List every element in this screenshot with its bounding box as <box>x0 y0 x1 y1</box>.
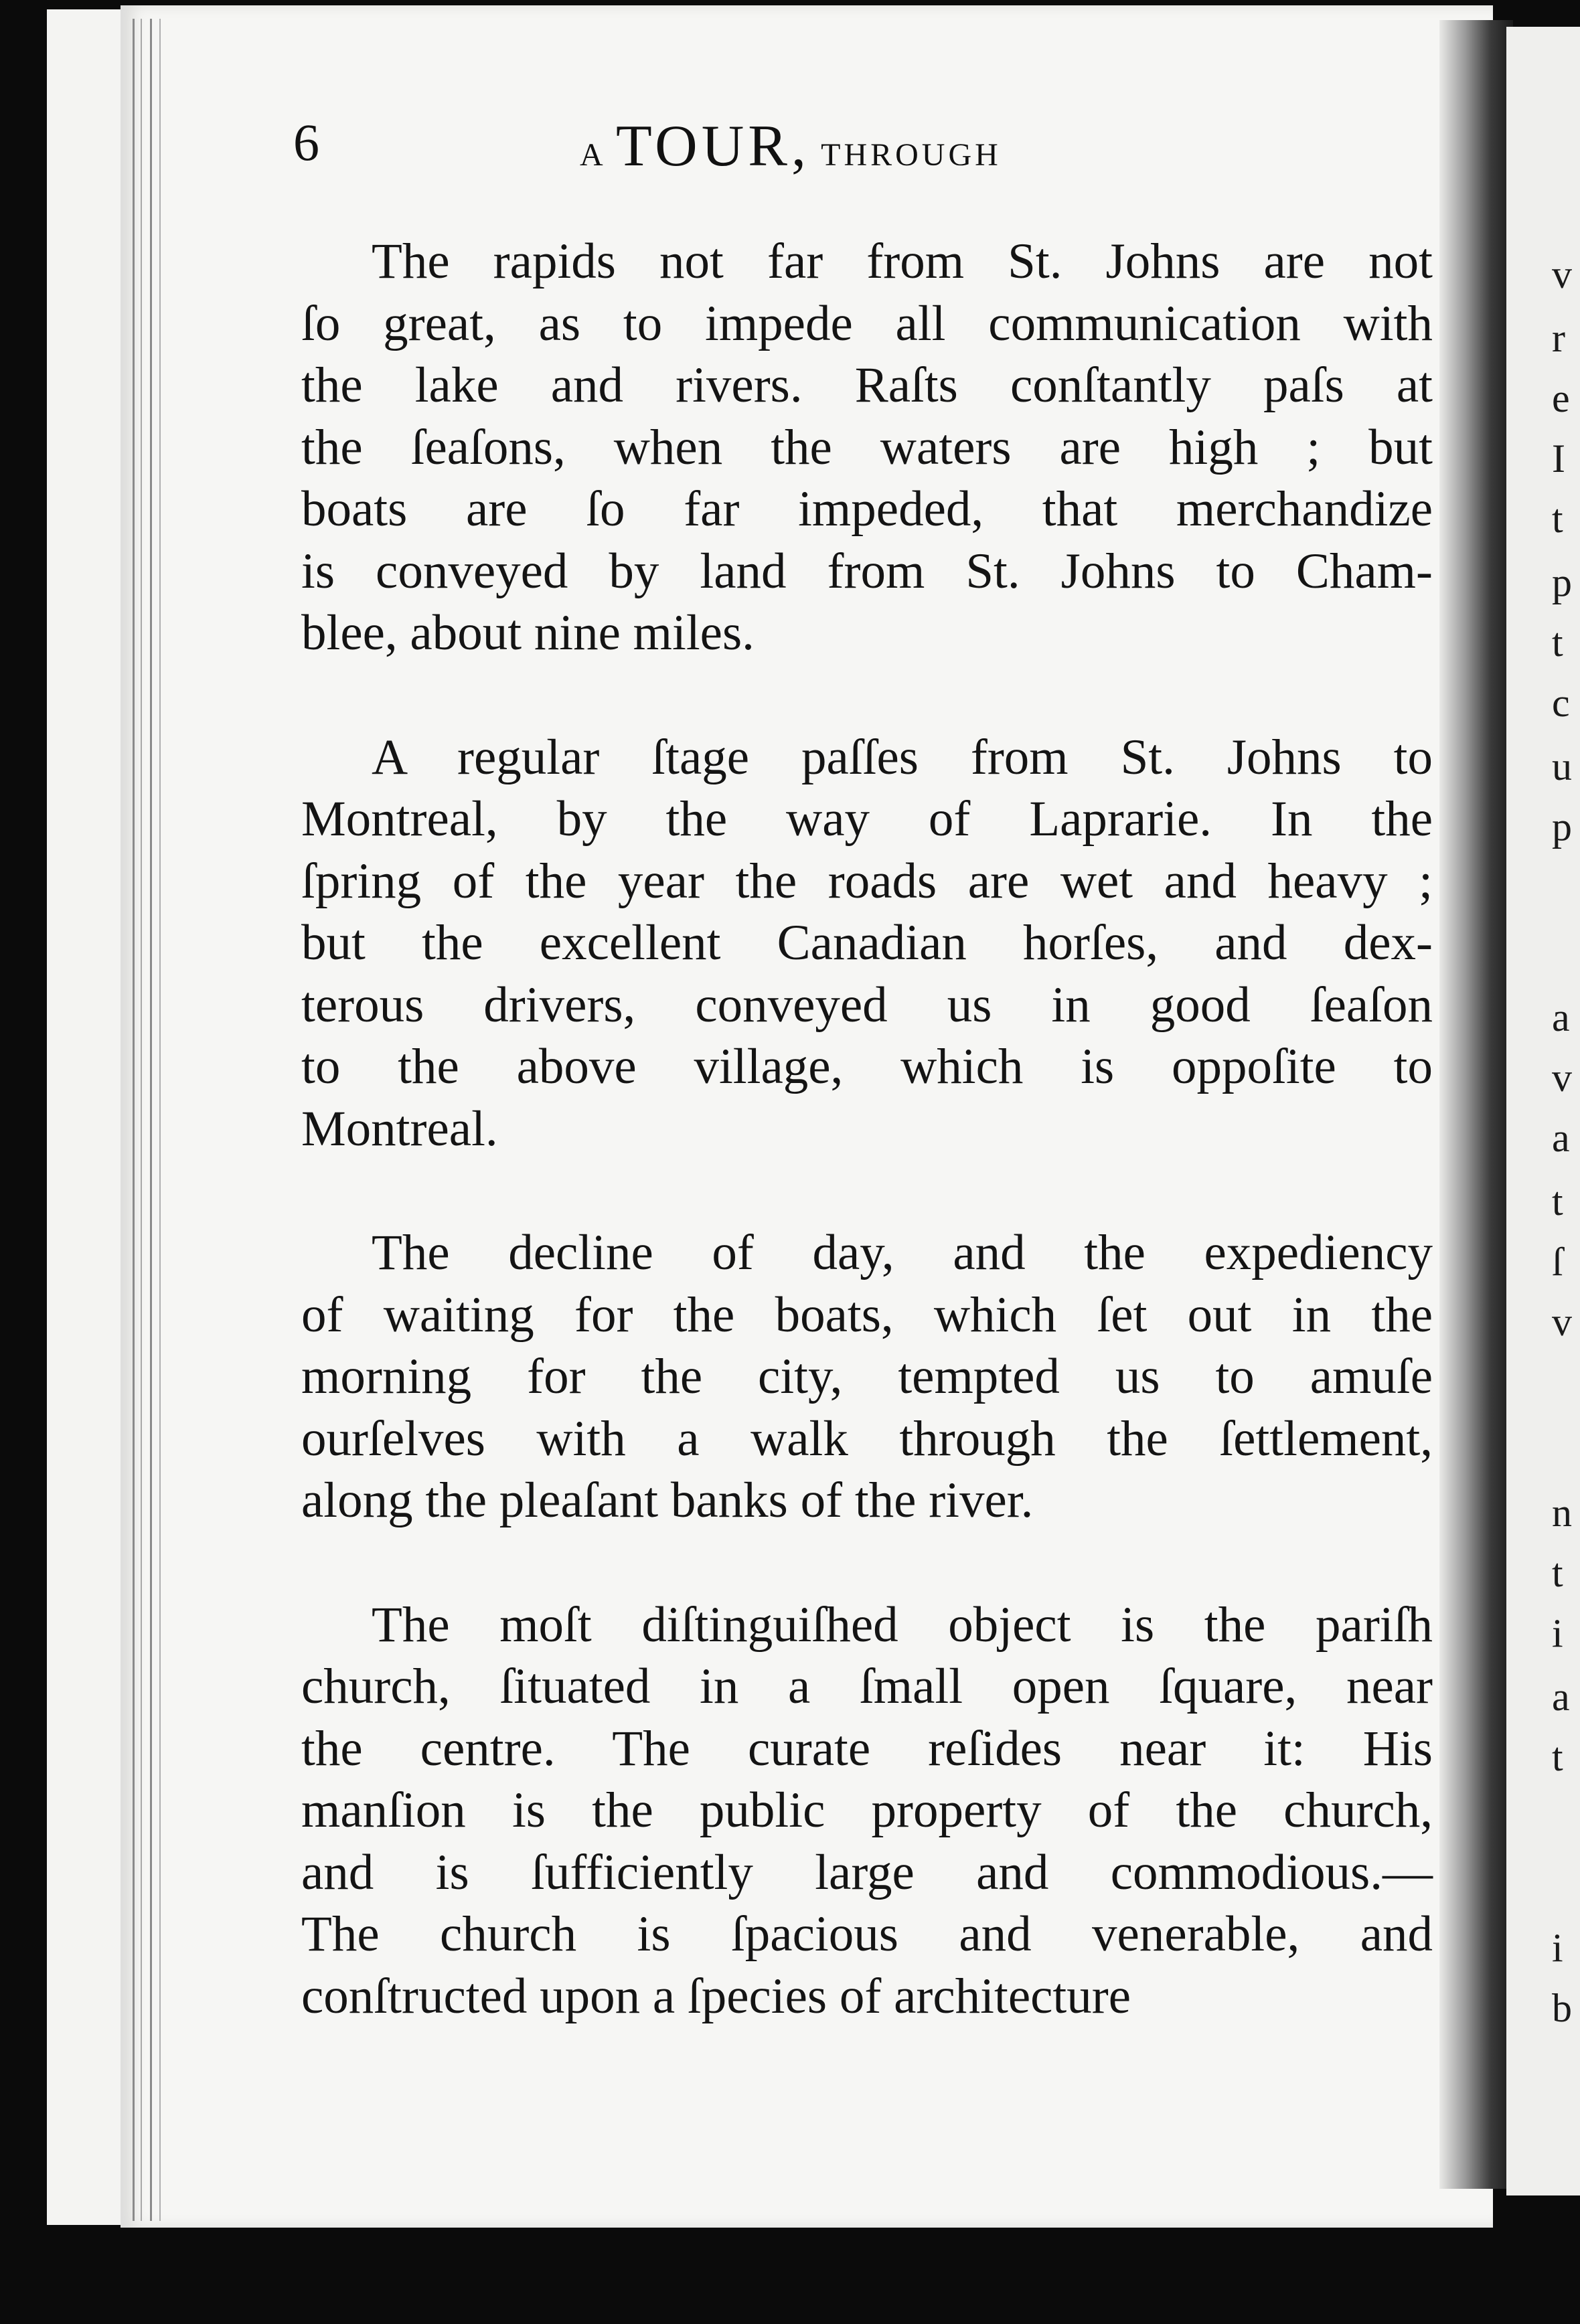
facing-page-letter: I <box>1552 436 1565 481</box>
facing-page-letter: n <box>1552 1491 1572 1535</box>
text-line: along the pleaſant banks of the river. <box>301 1473 1034 1528</box>
text-line: boats are ſo far impeded, that merchandize <box>301 481 1433 537</box>
text-line: of waiting for the boats, which ſet out in the <box>301 1286 1433 1343</box>
text-line: The rapids not far from St. Johns are not <box>372 234 1433 289</box>
facing-page-letter: t <box>1552 1179 1563 1224</box>
paragraph <box>301 1222 1433 1532</box>
gutter-rule <box>150 19 152 2221</box>
facing-page-letter: v <box>1552 1300 1572 1344</box>
facing-page-letter: i <box>1552 1611 1563 1655</box>
facing-page-letter: a <box>1552 1116 1570 1160</box>
body-text <box>301 231 1433 2027</box>
text-line: A regular ſtage paſſes from St. Johns to <box>372 729 1433 785</box>
text-line: to the above village, which is oppoſite to <box>301 1039 1433 1094</box>
facing-page-letter: v <box>1552 1056 1572 1100</box>
facing-page-letter: i <box>1552 1926 1563 1970</box>
paragraph <box>301 727 1433 1161</box>
text-line: Montreal, by the way of Laprarie. In the <box>301 791 1433 847</box>
text-line: Montreal. <box>301 1100 498 1157</box>
facing-page-letter: t <box>1552 620 1563 665</box>
facing-page-letter: a <box>1552 995 1570 1040</box>
text-line: and is ſufficiently large and commodious.— <box>301 1844 1433 1900</box>
page-number: 6 <box>293 113 319 171</box>
paragraph-gap <box>301 1532 1433 1594</box>
text-line: ſo great, as to impede all communication with <box>301 295 1433 351</box>
paragraph <box>301 231 1433 665</box>
facing-page-letter: r <box>1552 316 1565 360</box>
facing-page-letter: a <box>1552 1675 1570 1719</box>
text-line: ourſelves with a walk through the ſettlement, <box>301 1410 1433 1467</box>
facing-page-letter: v <box>1552 252 1572 297</box>
facing-page-letter: b <box>1552 1986 1572 2030</box>
facing-page-letter: p <box>1552 560 1572 604</box>
facing-page-letter: c <box>1552 681 1570 725</box>
text-line: but the excellent Canadian horſes, and dex- <box>301 915 1433 971</box>
text-line: blee, about nine miles. <box>301 605 755 661</box>
text-line: the lake and rivers. Raſts conſtantly paſs at <box>301 357 1433 413</box>
text-line: The church is ſpacious and venerable, and <box>301 1906 1433 1962</box>
gutter-rule <box>159 19 161 2221</box>
paragraph-gap <box>301 1160 1433 1222</box>
facing-page-letter: t <box>1552 497 1563 541</box>
paragraph-gap <box>301 665 1433 727</box>
running-head <box>580 112 1002 180</box>
paragraph <box>301 1594 1433 2028</box>
facing-page-strip <box>1506 27 1580 2195</box>
facing-page-letter: t <box>1552 1551 1563 1595</box>
text-line: manſion is the public property of the church, <box>301 1782 1433 1838</box>
facing-page-letter: u <box>1552 744 1572 788</box>
text-line: The decline of day, and the expediency <box>372 1225 1433 1280</box>
text-line: conſtructed upon a ſpecies of architecture <box>301 1968 1131 2024</box>
running-head-title: TOUR, <box>616 114 810 179</box>
text-line: The moſt diſtinguiſhed object is the pariſh <box>372 1596 1433 1653</box>
facing-page-letter: ſ <box>1552 1240 1563 1284</box>
facing-page-letter: e <box>1552 376 1570 420</box>
running-head-subtitle: THROUGH <box>809 137 1002 173</box>
text-line: ſpring of the year the roads are wet and heavy ; <box>301 853 1433 909</box>
text-line: is conveyed by land from St. Johns to Cham- <box>301 543 1433 599</box>
text-line: church, ſituated in a ſmall open ſquare, near <box>301 1659 1433 1714</box>
gutter-rule <box>141 19 142 2221</box>
facing-page-letter: t <box>1552 1735 1563 1779</box>
binding-shadow <box>1439 20 1513 2189</box>
facing-page-letter: p <box>1552 805 1572 849</box>
text-line: morning for the city, tempted us to amuſe <box>301 1349 1433 1404</box>
gutter-rule <box>133 19 135 2221</box>
text-line: the ſeaſons, when the waters are high ; but <box>301 419 1433 475</box>
text-line: the centre. The curate reſides near it: His <box>301 1720 1433 1776</box>
running-head-article: A <box>580 137 617 173</box>
text-line: terous drivers, conveyed us in good ſeaſon <box>301 977 1433 1033</box>
